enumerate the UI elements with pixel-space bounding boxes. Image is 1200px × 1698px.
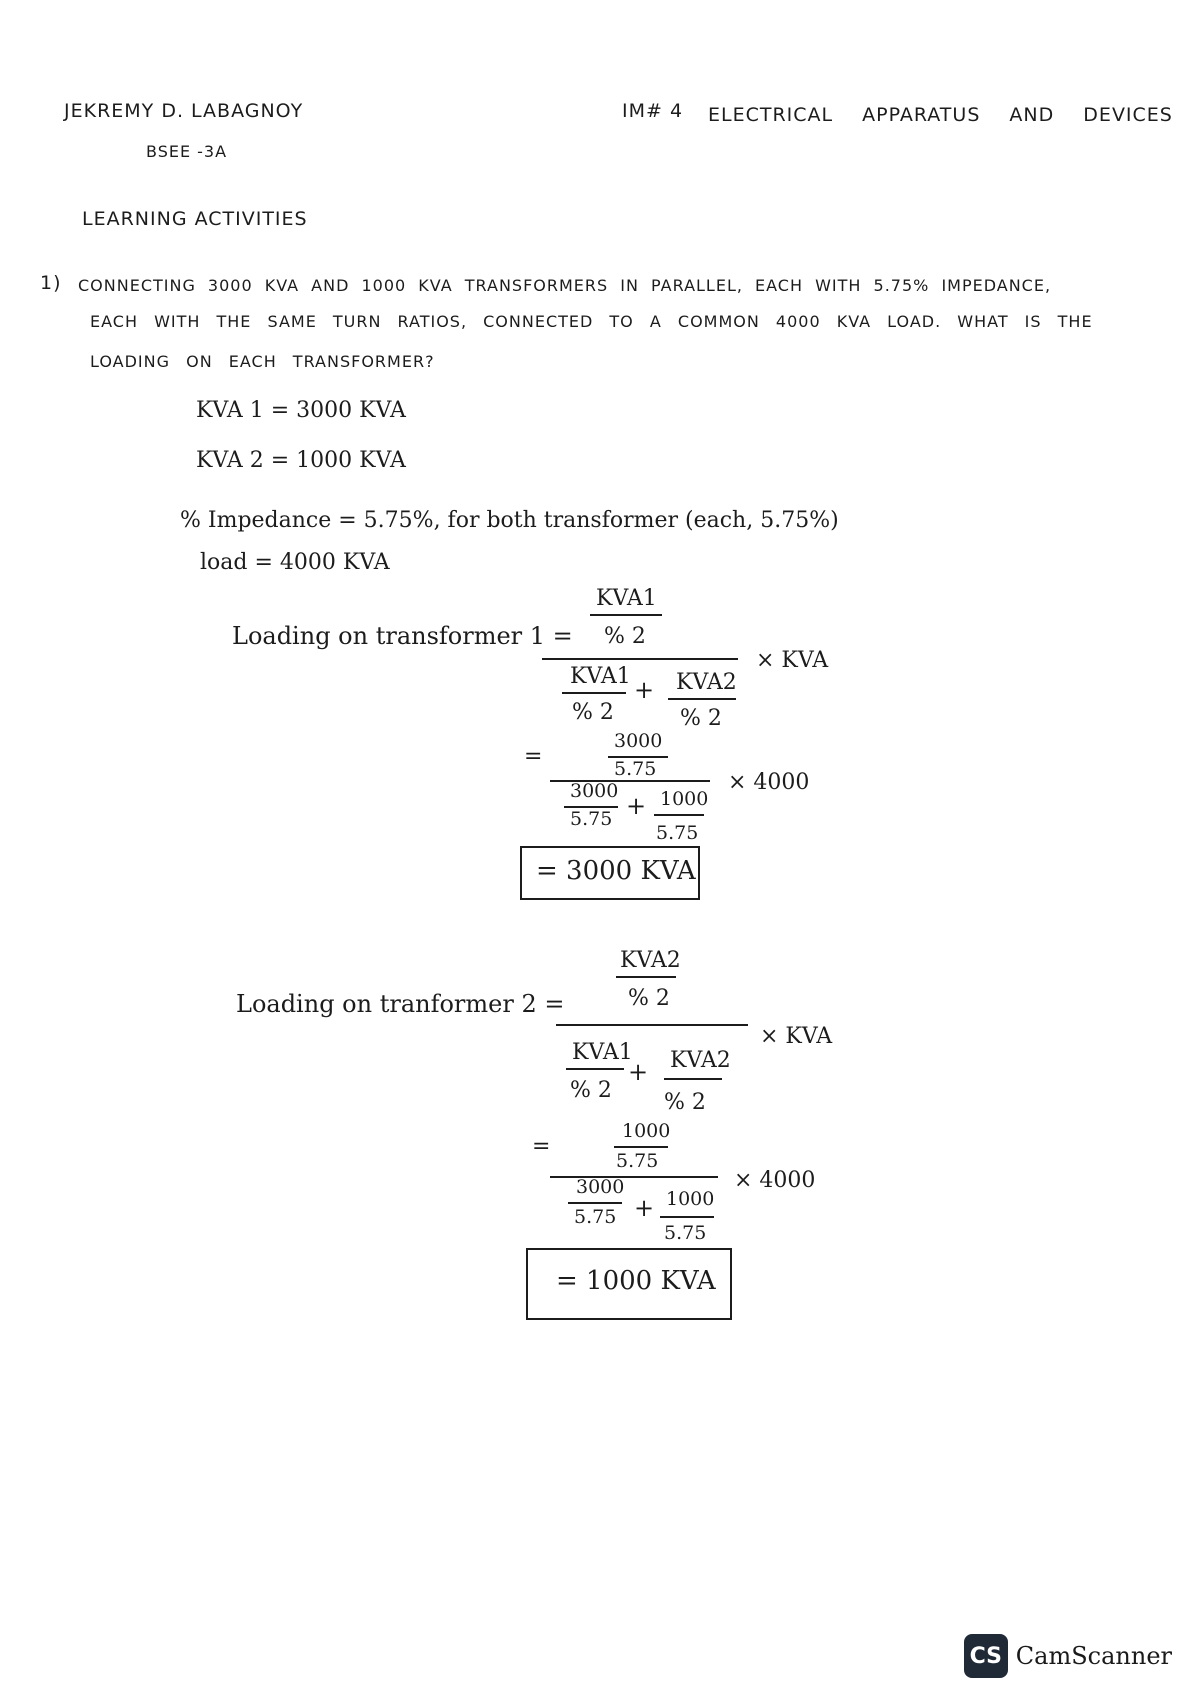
subject-title: ELECTRICAL APPARATUS AND DEVICES — [708, 104, 1173, 126]
given-kva2: KVA 2 = 1000 KVA — [196, 448, 406, 473]
t2-times-kva: × KVA — [760, 1024, 833, 1049]
t1-sub-num-bot: 5.75 — [614, 758, 657, 780]
t1-result: = 3000 KVA — [536, 856, 696, 886]
given-load: load = 4000 KVA — [200, 550, 390, 575]
t1-sub-times: × 4000 — [728, 770, 810, 795]
t1-num-top: KVA1 — [596, 586, 657, 611]
t2-sub-plus: + — [634, 1194, 655, 1222]
t2-den-right-line — [664, 1078, 722, 1080]
t2-sub-den-right-top: 1000 — [666, 1188, 715, 1210]
t1-sub-den-right-top: 1000 — [660, 788, 709, 810]
t2-sub-num-inner-line — [614, 1146, 668, 1148]
question-line-3: LOADING ON EACH TRANSFORMER? — [90, 352, 435, 371]
t2-den-left-bot: % 2 — [570, 1078, 612, 1103]
t2-num-bot: % 2 — [628, 986, 670, 1011]
t2-den-right-top: KVA2 — [670, 1048, 731, 1073]
t2-sub-den-left-top: 3000 — [576, 1176, 625, 1198]
t2-sub-equals: = — [532, 1134, 551, 1159]
t2-result: = 1000 KVA — [556, 1266, 716, 1296]
t1-label: Loading on transformer 1 = — [232, 622, 573, 650]
t1-times-kva: × KVA — [756, 648, 829, 673]
t2-sub-num-bot: 5.75 — [616, 1150, 659, 1172]
t2-sub-den-right-line — [660, 1216, 714, 1218]
camscanner-watermark — [964, 1634, 1172, 1678]
t2-num-inner-line — [616, 976, 676, 978]
t2-sub-den-left-bot: 5.75 — [574, 1206, 617, 1228]
t2-sub-num-top: 1000 — [622, 1120, 671, 1142]
t2-den-left-line — [566, 1068, 624, 1070]
t2-label: Loading on tranformer 2 = — [236, 990, 565, 1018]
t1-plus: + — [634, 676, 655, 704]
t1-sub-den-right-line — [654, 814, 704, 816]
section-label: BSEE -3A — [146, 142, 228, 161]
t1-den-left-line — [562, 692, 626, 694]
t1-den-left-top: KVA1 — [570, 664, 631, 689]
t1-sub-plus: + — [626, 792, 647, 820]
t1-den-left-bot: % 2 — [572, 700, 614, 725]
camscanner-text: CamScanner — [1015, 1642, 1172, 1670]
given-impedance: % Impedance = 5.75%, for both transformer (each, 5.75%) — [180, 508, 839, 533]
t2-sub-times: × 4000 — [734, 1168, 816, 1193]
t1-sub-equals: = — [524, 744, 543, 769]
t1-num-inner-line — [590, 614, 662, 616]
t1-sub-num-top: 3000 — [614, 730, 663, 752]
camscanner-logo-icon: CS — [964, 1634, 1008, 1678]
t2-den-right-bot: % 2 — [664, 1090, 706, 1115]
question-number: 1) — [40, 272, 62, 294]
t1-den-right-top: KVA2 — [676, 670, 737, 695]
t2-sub-den-right-bot: 5.75 — [664, 1222, 707, 1244]
student-name: JEKREMY D. LABAGNOY — [64, 100, 304, 122]
t2-num-top: KVA2 — [620, 948, 681, 973]
t1-sub-den-right-bot: 5.75 — [656, 822, 699, 844]
t1-num-bot: % 2 — [604, 624, 646, 649]
t2-den-left-top: KVA1 — [572, 1040, 633, 1065]
given-kva1: KVA 1 = 3000 KVA — [196, 398, 406, 423]
t1-den-right-line — [668, 698, 736, 700]
t2-plus: + — [628, 1058, 649, 1086]
module-number: IM# 4 — [622, 100, 684, 122]
t1-den-right-bot: % 2 — [680, 706, 722, 731]
question-line-2: EACH WITH THE SAME TURN RATIOS, CONNECTED TO A COMMON 4000 KVA LOAD. WHAT IS THE — [90, 312, 1093, 331]
t2-main-fraction-line — [556, 1024, 748, 1026]
learning-activities-heading: LEARNING ACTIVITIES — [82, 208, 308, 230]
t1-main-fraction-line — [542, 658, 738, 660]
t1-sub-den-left-top: 3000 — [570, 780, 619, 802]
t2-sub-den-left-line — [568, 1202, 622, 1204]
t1-sub-den-left-bot: 5.75 — [570, 808, 613, 830]
question-line-1: CONNECTING 3000 KVA AND 1000 KVA TRANSFORMERS IN PARALLEL, EACH WITH 5.75% IMPEDANCE, — [78, 276, 1052, 295]
